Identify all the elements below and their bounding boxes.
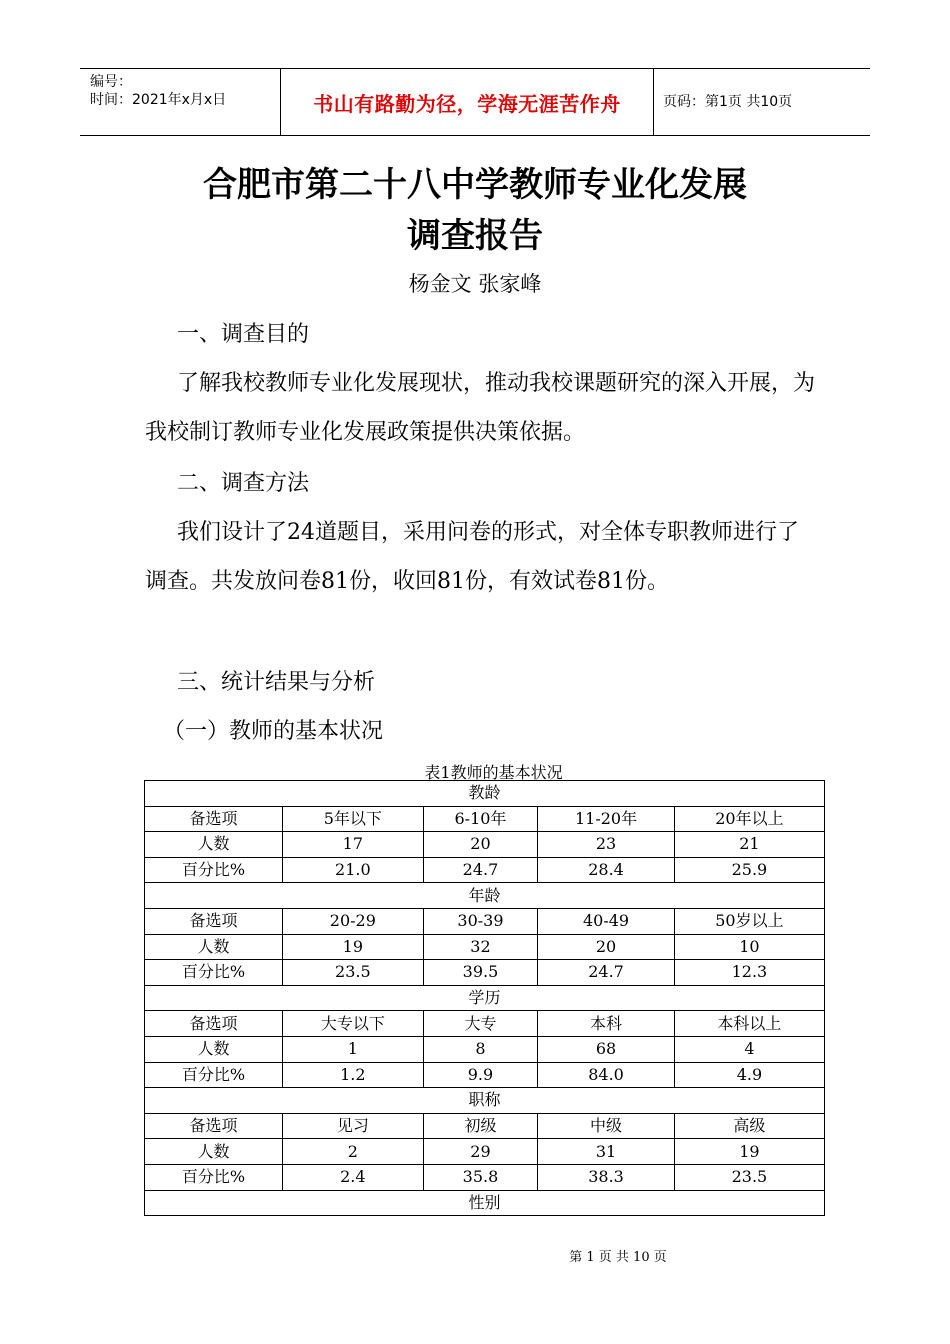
table-cell: 2 bbox=[283, 1139, 424, 1165]
table-cell: 21.0 bbox=[283, 857, 424, 883]
table-cell: 初级 bbox=[423, 1113, 538, 1139]
row-label: 备选项 bbox=[145, 1113, 283, 1139]
table-cell: 4.9 bbox=[674, 1062, 824, 1088]
row-label: 人数 bbox=[145, 1036, 283, 1062]
motto: 书山有路勤为径，学海无涯苦作舟 bbox=[313, 91, 621, 116]
table-cell: 1.2 bbox=[283, 1062, 424, 1088]
authors: 杨金文 张家峰 bbox=[408, 272, 542, 296]
table-cell: 1 bbox=[283, 1036, 424, 1062]
table-cell: 2.4 bbox=[283, 1164, 424, 1190]
table-cell: 25.9 bbox=[674, 857, 824, 883]
row-label: 人数 bbox=[145, 934, 283, 960]
table-cell: 大专 bbox=[423, 1011, 538, 1037]
subsection-heading: （一）教师的基本状况 bbox=[163, 719, 384, 744]
table-row bbox=[145, 934, 825, 960]
table-cell: 12.3 bbox=[674, 960, 824, 986]
paragraph-method: 我们设计了24道题目，采用问卷的形式，对全体专职教师进行了调查。共发放问卷81份，收回81份，有效试卷81份。 bbox=[145, 520, 799, 594]
group-title-row bbox=[145, 781, 825, 807]
table-row bbox=[145, 857, 825, 883]
section-heading-3: 三、统计结果与分析 bbox=[177, 670, 376, 695]
row-label: 人数 bbox=[145, 1139, 283, 1165]
group-title-row bbox=[145, 883, 825, 909]
table-row bbox=[145, 1164, 825, 1190]
page-footer: 第 1 页 共 10 页 bbox=[569, 1250, 667, 1265]
row-label: 百分比% bbox=[145, 960, 283, 986]
row-label: 备选项 bbox=[145, 1011, 283, 1037]
table-cell: 6-10年 bbox=[423, 806, 538, 832]
table-cell: 本科 bbox=[538, 1011, 675, 1037]
table-cell: 20年以上 bbox=[674, 806, 824, 832]
row-label: 人数 bbox=[145, 832, 283, 858]
group-title-row bbox=[145, 1190, 825, 1216]
group-title: 职称 bbox=[145, 1088, 825, 1114]
number-label: 编号： bbox=[90, 74, 132, 90]
section-heading-2: 二、调查方法 bbox=[177, 471, 310, 496]
table-caption: 表1教师的基本状况 bbox=[424, 763, 563, 782]
table-cell: 23.5 bbox=[674, 1164, 824, 1190]
table-row bbox=[145, 832, 825, 858]
table-cell: 9.9 bbox=[423, 1062, 538, 1088]
group-title-row bbox=[145, 985, 825, 1011]
table-cell: 本科以上 bbox=[674, 1011, 824, 1037]
section-heading-1: 一、调查目的 bbox=[177, 322, 310, 347]
table-row bbox=[145, 1062, 825, 1088]
table-cell: 20-29 bbox=[283, 908, 424, 934]
table-cell: 高级 bbox=[674, 1113, 824, 1139]
table-cell: 19 bbox=[674, 1139, 824, 1165]
table-row bbox=[145, 960, 825, 986]
row-label: 备选项 bbox=[145, 806, 283, 832]
group-title-row bbox=[145, 1088, 825, 1114]
header-motto-cell bbox=[280, 69, 654, 135]
table-row bbox=[145, 908, 825, 934]
doc-title-line1: 合肥市第二十八中学教师专业化发展 bbox=[203, 165, 747, 205]
doc-title-line2: 调查报告 bbox=[407, 216, 543, 256]
row-label: 百分比% bbox=[145, 857, 283, 883]
table-cell: 23 bbox=[538, 832, 675, 858]
page-info: 页码：第1页 共10页 bbox=[663, 94, 793, 110]
group-title: 性别 bbox=[145, 1190, 825, 1216]
table-cell: 30-39 bbox=[423, 908, 538, 934]
table-row bbox=[145, 1036, 825, 1062]
table-cell: 见习 bbox=[283, 1113, 424, 1139]
table-cell: 68 bbox=[538, 1036, 675, 1062]
table-cell: 20 bbox=[538, 934, 675, 960]
table-cell: 中级 bbox=[538, 1113, 675, 1139]
table-cell: 20 bbox=[423, 832, 538, 858]
table-cell: 32 bbox=[423, 934, 538, 960]
table-cell: 5年以下 bbox=[283, 806, 424, 832]
table-cell: 40-49 bbox=[538, 908, 675, 934]
table-row bbox=[145, 806, 825, 832]
group-title: 年龄 bbox=[145, 883, 825, 909]
table-cell: 11-20年 bbox=[538, 806, 675, 832]
table-row bbox=[145, 1113, 825, 1139]
table-row bbox=[145, 1139, 825, 1165]
table-cell: 19 bbox=[283, 934, 424, 960]
row-label: 备选项 bbox=[145, 908, 283, 934]
group-title: 学历 bbox=[145, 985, 825, 1011]
page-header bbox=[80, 68, 870, 136]
table-cell: 39.5 bbox=[423, 960, 538, 986]
table-cell: 大专以下 bbox=[283, 1011, 424, 1037]
table-cell: 35.8 bbox=[423, 1164, 538, 1190]
time-label: 时间：2021年x月x日 bbox=[90, 92, 227, 108]
table-cell: 8 bbox=[423, 1036, 538, 1062]
table-cell: 21 bbox=[674, 832, 824, 858]
table-cell: 28.4 bbox=[538, 857, 675, 883]
table-cell: 24.7 bbox=[423, 857, 538, 883]
row-label: 百分比% bbox=[145, 1062, 283, 1088]
table-cell: 31 bbox=[538, 1139, 675, 1165]
group-title: 教龄 bbox=[145, 781, 825, 807]
table-cell: 4 bbox=[674, 1036, 824, 1062]
table-cell: 17 bbox=[283, 832, 424, 858]
table-cell: 10 bbox=[674, 934, 824, 960]
teacher-status-table bbox=[144, 780, 825, 1216]
table-cell: 29 bbox=[423, 1139, 538, 1165]
table-cell: 84.0 bbox=[538, 1062, 675, 1088]
header-page-cell bbox=[653, 69, 870, 135]
table-cell: 38.3 bbox=[538, 1164, 675, 1190]
header-meta bbox=[80, 69, 280, 135]
table-cell: 50岁以上 bbox=[674, 908, 824, 934]
table-cell: 23.5 bbox=[283, 960, 424, 986]
paragraph-purpose: 了解我校教师专业化发展现状，推动我校课题研究的深入开展，为我校制订教师专业化发展政策提供决策依据。 bbox=[145, 371, 816, 445]
table-row bbox=[145, 1011, 825, 1037]
row-label: 百分比% bbox=[145, 1164, 283, 1190]
table-cell: 24.7 bbox=[538, 960, 675, 986]
